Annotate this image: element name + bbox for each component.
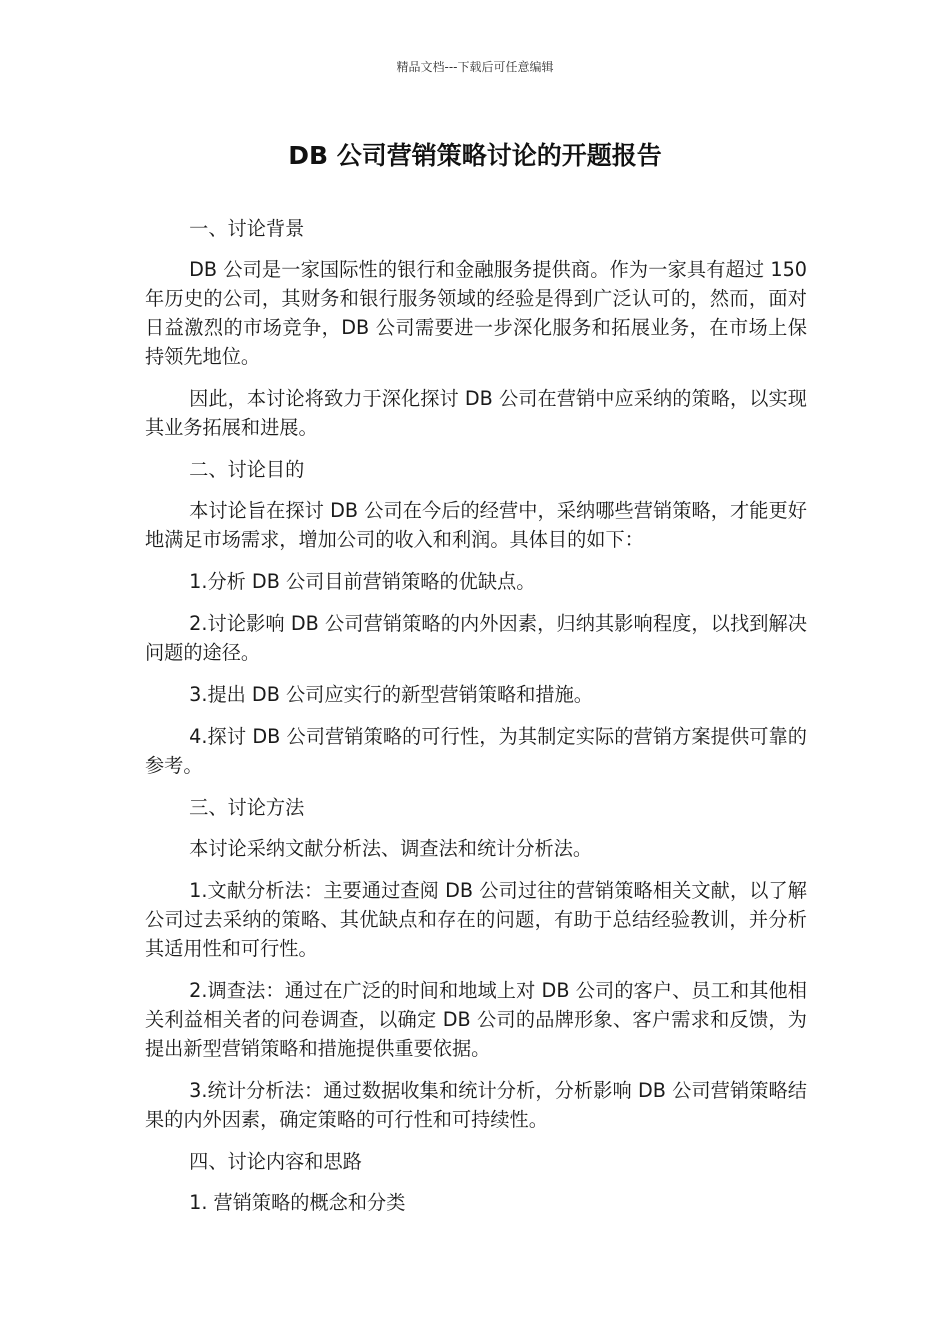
method-item-statistics: 3.统计分析法：通过数据收集和统计分析，分析影响 DB 公司营销策略结果的内外因素，确定策略的可行性和可持续性。	[145, 1079, 807, 1131]
paragraph-background-purpose: 因此，本讨论将致力于深化探讨 DB 公司在营销中应采纳的策略，以实现其业务拓展和进展。	[145, 387, 807, 439]
method-item-literature: 1.文献分析法：主要通过查阅 DB 公司过往的营销策略相关文献，以了解公司过去采纳的策略、其优缺点和存在的问题，有助于总结经验教训，并分析其适用性和可行性。	[145, 879, 807, 960]
paragraph-methods-intro: 本讨论采纳文献分析法、调查法和统计分析法。	[189, 837, 593, 860]
document-body	[145, 214, 807, 1230]
objective-item-1: 1.分析 DB 公司目前营销策略的优缺点。	[189, 570, 536, 593]
document-title: DB 公司营销策略讨论的开题报告	[288, 141, 662, 170]
paragraph-objectives-intro: 本讨论旨在探讨 DB 公司在今后的经营中，采纳哪些营销策略，才能更好地满足市场需求，增加公司的收入和利润。具体目的如下：	[145, 499, 807, 551]
objective-item-3: 3.提出 DB 公司应实行的新型营销策略和措施。	[189, 683, 593, 706]
page-header-watermark: 精品文档---下载后可任意编辑	[396, 60, 554, 74]
objective-item-4: 4.探讨 DB 公司营销策略的可行性，为其制定实际的营销方案提供可靠的参考。	[145, 725, 807, 777]
objective-item-2: 2.讨论影响 DB 公司营销策略的内外因素，归纳其影响程度，以找到解决问题的途径。	[145, 612, 807, 664]
method-item-survey: 2.调查法：通过在广泛的时间和地域上对 DB 公司的客户、员工和其他相关利益相关者的问卷调查，以确定 DB 公司的品牌形象、客户需求和反馈，为提出新型营销策略和措施提供重要依据。	[145, 979, 807, 1060]
section-heading-content: 四、讨论内容和思路	[189, 1150, 362, 1173]
paragraph-background-intro: DB 公司是一家国际性的银行和金融服务提供商。作为一家具有超过 150 年历史的公司，其财务和银行服务领域的经验是得到广泛认可的，然而，面对日益激烈的市场竞争，DB 公司需要进一步深化服务和拓展业务，在市场上保持领先地位。	[145, 258, 807, 368]
section-heading-objectives: 二、讨论目的	[189, 458, 305, 481]
content-item-1: 1. 营销策略的概念和分类	[189, 1191, 406, 1214]
section-heading-background: 一、讨论背景	[189, 217, 305, 240]
section-heading-methods: 三、讨论方法	[189, 796, 305, 819]
